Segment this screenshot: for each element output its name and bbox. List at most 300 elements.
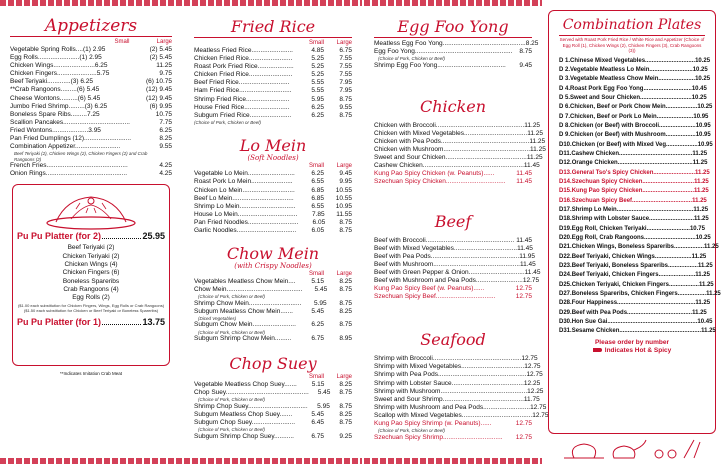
- price: 12.75: [521, 355, 538, 363]
- menu-item: [0, 46, 182, 54]
- price: 11.25: [694, 188, 709, 195]
- menu-item: [364, 411, 549, 420]
- menu-item: [364, 237, 542, 245]
- menu-item: [364, 371, 542, 379]
- chicken-title: Chicken: [419, 96, 487, 116]
- price-large: (12) 9.45: [145, 94, 172, 102]
- price-large: 8.75: [339, 402, 352, 410]
- price-header: Small Large: [308, 163, 352, 170]
- combination-item: [549, 290, 721, 299]
- item-name: Beef Fried Rice............................: [194, 79, 290, 87]
- price-large: 8.25: [339, 278, 352, 286]
- item-name: Chicken Wings, Boneless Spareribs..................: [571, 244, 705, 251]
- item-name: Vegetable Meatless Chop Suey.......: [194, 381, 297, 389]
- item-code: D31.: [559, 328, 572, 335]
- price-large: (6) 10.75: [145, 78, 172, 86]
- item-name: Beef with Mixed Vegetables...................................: [374, 244, 518, 252]
- item-code: D17.: [559, 207, 572, 213]
- price-small: 5.45: [311, 307, 324, 315]
- combination-item: [549, 225, 715, 234]
- price: 12.75: [530, 403, 547, 411]
- item-name: Egg Roll, Chicken Teriyaki..........................: [571, 225, 690, 232]
- item-code: D22.: [559, 253, 572, 260]
- price-small: 6.25: [311, 111, 324, 119]
- menu-item: [364, 48, 542, 56]
- price: 11.25: [697, 263, 713, 270]
- item-code: D 3.: [559, 76, 571, 83]
- menu-item: [364, 285, 542, 293]
- lo-mein-subtitle: (Soft Noodles): [247, 154, 299, 163]
- menu-item: [364, 269, 542, 277]
- price-large: 7.55: [339, 71, 352, 79]
- menu-item: [184, 335, 362, 343]
- divider: [10, 36, 172, 37]
- lo-mein-list: [184, 170, 362, 235]
- item-name: Jumbo Fried Shrimp.........(3) 6.25: [10, 102, 108, 110]
- item-name: Cheese Wontons..........(6) 5.45: [10, 94, 101, 102]
- price-header: Small Large: [114, 39, 172, 45]
- menu-item: [184, 403, 362, 411]
- item-name: Sweet and Sour Chicken.............................................: [374, 154, 527, 162]
- price: 11.75: [523, 395, 540, 403]
- combination-item: [549, 234, 715, 243]
- menu-item: [364, 146, 546, 154]
- item-name: General Tso's Spicy Chicken.........................: [571, 169, 696, 176]
- price-small: 5.25: [311, 55, 324, 63]
- price: 11.45: [516, 236, 532, 244]
- price: 10.25: [695, 76, 711, 83]
- combination-item: [549, 122, 715, 131]
- price-header: Small Large: [308, 374, 352, 381]
- price: 11.25: [692, 160, 708, 167]
- combination-item: [549, 66, 715, 75]
- price: 11.45: [516, 178, 532, 186]
- menu-item: [364, 434, 542, 442]
- item-name: Fried Wontons....................3.95: [10, 126, 101, 134]
- menu-item: [364, 388, 542, 396]
- item-name: Boneless Spare Ribs.........7.25: [10, 110, 100, 118]
- item-code: D13.: [559, 169, 572, 176]
- item-name: House Fried Rice.........................: [194, 103, 290, 111]
- menu-item: [184, 300, 362, 308]
- item-name: Beef Teriyaki, Chicken Wings......................: [571, 253, 692, 260]
- item-name: Orange Chicken.............................................: [571, 160, 693, 167]
- item-code: D16.: [559, 197, 572, 204]
- item-name: French Fries.............................................: [10, 162, 128, 170]
- item-name: Sweet and Sour Chicken...............................: [570, 94, 692, 101]
- menu-item: [184, 96, 362, 104]
- menu-item: [184, 79, 362, 87]
- item-name: Szechuan Spicy Beef.................................: [374, 293, 496, 301]
- item-code: D15.: [559, 188, 572, 195]
- item-name: Roast Pork Fried Rice....................: [194, 63, 294, 71]
- menu-item: [364, 380, 542, 388]
- price-large: 9.75: [159, 70, 172, 78]
- decorative-band: [364, 0, 542, 6]
- combination-item: [549, 150, 715, 159]
- item-name: Beef with Pea Pods.......................................: [571, 309, 693, 316]
- price-small: 5.45: [317, 389, 331, 397]
- spicy-legend: Indicates Hot & Spicy: [549, 347, 715, 355]
- combination-item: [549, 262, 715, 271]
- menu-item: [184, 170, 362, 178]
- price-large: 6.75: [339, 47, 352, 54]
- price: 11.25: [695, 300, 711, 307]
- price: 8.25: [525, 40, 539, 47]
- menu-item: [364, 420, 542, 428]
- chow-mein-list: [184, 278, 362, 343]
- price-small: 5.15: [311, 381, 325, 389]
- item-name: Shrimp with Mixed Vegetables...................................: [374, 363, 525, 371]
- combination-item: [549, 94, 715, 103]
- combination-item: [549, 57, 715, 66]
- combination-column: [544, 0, 720, 464]
- egg-foo-yong-title: Egg Foo Yong: [397, 17, 509, 36]
- pupu-item: Egg Rolls (2): [72, 294, 110, 302]
- price-large: 8.75: [339, 419, 352, 427]
- pupu-platter-2: Pu Pu Platter (for 2) 25.95: [17, 231, 165, 242]
- menu-item: [364, 62, 542, 70]
- item-name: Four Happiness...............................................: [571, 300, 696, 307]
- price: 11.25: [692, 197, 707, 204]
- menu-item: [364, 40, 542, 48]
- item-name: Shrimp Fried Rice........................: [194, 95, 290, 103]
- combo-note: Beef Teriyaki (2), Chicken Wings (2), Chicken Fingers (2) and Crab Rangoons (2): [14, 151, 148, 162]
- item-name: Beef with Broccoli.................................................: [374, 236, 515, 244]
- price-large: 10.75: [155, 110, 172, 118]
- menu-item: [184, 321, 362, 329]
- entrees-column: [364, 0, 549, 464]
- menu-item: [184, 55, 362, 63]
- price-large: 8.95: [339, 335, 352, 343]
- price: 11.25: [526, 154, 543, 162]
- decorative-band: [184, 458, 362, 464]
- menu-item: [184, 381, 362, 389]
- menu-item: [364, 162, 542, 170]
- price-small: 6.75: [311, 432, 324, 440]
- menu-item: [184, 433, 362, 441]
- pupu-platter-illustration: [17, 189, 165, 231]
- beef-title: Beef: [434, 211, 472, 231]
- combination-item: [549, 131, 715, 140]
- item-name: Shrimp with Broccoli.................................................: [374, 355, 522, 363]
- menu-item: [364, 154, 542, 162]
- price: 10.95: [693, 113, 709, 120]
- item-code: D 9.: [559, 132, 571, 139]
- menu-item: [184, 211, 362, 219]
- price: 11.25: [524, 121, 541, 129]
- price: 11.25: [694, 178, 709, 185]
- price-large: 8.75: [339, 321, 352, 329]
- price-large: 10.55: [335, 186, 352, 194]
- item-name: Subgum Shrimp Chow Mein.........: [194, 335, 292, 343]
- item-name: Subgum Chow Mein........................: [194, 321, 296, 329]
- menu-item: [184, 87, 362, 95]
- price: 11.25: [698, 281, 714, 288]
- menu-item: [0, 135, 182, 143]
- item-name: Chicken with Mushroom................................................: [374, 146, 531, 154]
- pupu-footnote-2: ($1.50 each substitution for Chicken or Beef Teriyaki or Boneless Spareribs): [23, 308, 159, 314]
- item-name: Pan Fried Dumplings (12)..........................: [10, 135, 132, 143]
- item-name: Subgum Meatless Chop Suey.......: [194, 410, 293, 418]
- item-code: D29.: [559, 309, 572, 316]
- menu-item: [364, 396, 542, 404]
- seafood-title: Seafood: [420, 330, 486, 350]
- item-name: Kung Pao Spicy Chicken...............................: [571, 188, 695, 195]
- item-code: D12.: [559, 160, 572, 167]
- item-code: D19.: [559, 225, 572, 232]
- price-small: 5.25: [311, 71, 324, 79]
- item-name: Chicken Fried Rice........................: [194, 71, 293, 79]
- price-large: 8.75: [339, 111, 352, 119]
- price: 12.75: [524, 363, 541, 371]
- item-note: (Choice of Pork, Chicken or Beef): [198, 427, 266, 433]
- chop-suey-list: [184, 381, 362, 441]
- combination-item: [549, 327, 715, 336]
- pupu-item: Chicken Wings (4): [64, 261, 118, 268]
- item-name: Scallop with Mixed Vegetables.......................................: [374, 411, 533, 419]
- chow-mein-title: Chow Mein: [226, 244, 320, 264]
- price-large: 9.55: [159, 143, 172, 151]
- item-note: (Diced Vegetables): [198, 315, 237, 321]
- price-small: 7.85: [312, 210, 325, 218]
- item-name: Shrimp Lo Mein..............................................: [571, 207, 694, 213]
- item-note: (Choice of Pork, Chicken or Beef): [378, 56, 446, 62]
- fried-rice-list: [184, 47, 362, 120]
- decorative-band: [184, 0, 362, 6]
- price: 12.25: [523, 379, 541, 387]
- pupu-item: Boneless Spareribs: [62, 277, 120, 285]
- combination-item: [549, 197, 715, 206]
- price-small: 5.25: [311, 63, 324, 71]
- item-name: Chicken Lo Mein.............................: [194, 186, 295, 194]
- item-code: D23.: [559, 263, 572, 270]
- price: 11.25: [529, 137, 546, 145]
- price: 12.25: [527, 387, 544, 395]
- price: 10.95: [697, 141, 713, 148]
- item-name: Meatless Fried Rice.......................: [194, 47, 293, 54]
- combination-item: [549, 243, 719, 252]
- item-name: Kung Pao Spicy Shrimp (w. Peanuts)......: [374, 420, 492, 428]
- item-name: Shrimp with Lobster Sauce........................................: [374, 379, 524, 387]
- combination-item: [549, 187, 715, 196]
- item-name: Beef with Mushroom................................................: [374, 260, 520, 268]
- item-code: D 6.: [559, 104, 571, 111]
- item-name: Chicken with Pea Pods.................................................: [374, 137, 530, 145]
- price-large: 8.25: [339, 381, 352, 389]
- price: 11.45: [524, 268, 541, 276]
- menu-item: [0, 111, 182, 119]
- item-name: Sweet and Sour Shrimp.............................................: [374, 395, 524, 403]
- price: 11.25: [694, 216, 709, 223]
- price-small: 6.85: [311, 194, 324, 202]
- combination-list: [549, 57, 721, 337]
- item-name: Combination Appetizer.........................: [10, 143, 121, 151]
- price-header: Small Large: [308, 40, 352, 46]
- item-name: Pan Fried Noodles............................: [194, 218, 299, 226]
- menu-item: [0, 143, 182, 151]
- item-name: Beef with Pea Pods.................................................: [374, 252, 520, 260]
- item-code: D 8.: [559, 122, 571, 129]
- pepper-icon: [593, 348, 602, 352]
- price: 10.25: [691, 94, 707, 101]
- price-small: 6.55: [311, 178, 324, 186]
- beef-list: [364, 237, 542, 302]
- price-large: 8.25: [339, 410, 352, 418]
- item-code: D24.: [559, 272, 572, 279]
- price: 11.95: [519, 252, 536, 260]
- item-name: Beef Lo Mein..................................: [194, 194, 294, 202]
- pupu-platter-1: Pu Pu Platter (for 1) 13.75: [17, 317, 165, 328]
- price: 11.25: [701, 328, 716, 335]
- price-small: 5.45: [314, 286, 328, 294]
- price: 11.25: [706, 291, 721, 298]
- price: 12.75: [515, 285, 532, 293]
- appetizers-list: [0, 46, 182, 151]
- price: 12.75: [515, 293, 532, 301]
- menu-item: [0, 70, 182, 78]
- price-small: 5.55: [311, 79, 324, 87]
- item-name: Scallion Pancakes.....................................: [10, 118, 130, 126]
- price: 12.75: [532, 411, 549, 419]
- price-small: 6.05: [312, 218, 326, 226]
- menu-item: [184, 63, 362, 71]
- combination-item: [549, 75, 715, 84]
- egg-foo-yong-list: [364, 40, 542, 70]
- pupu-items: [17, 244, 165, 302]
- price: 10.25: [695, 57, 711, 64]
- item-name: Cashew Chicken............................................: [571, 150, 693, 157]
- item-name: Chicken with Broccoli.................................................: [374, 121, 525, 129]
- menu-item: [0, 95, 182, 103]
- menu-item: [364, 130, 542, 138]
- divider: [559, 35, 705, 36]
- price: 11.45: [519, 260, 536, 268]
- item-name: Shrimp with Mushroom and Pea Pods..........................: [374, 403, 531, 411]
- decorative-band: [0, 0, 182, 6]
- price-large: 7.95: [339, 87, 352, 95]
- menu-item: [0, 62, 182, 70]
- item-note: (Choice of Pork, Chicken or Beef): [198, 329, 266, 335]
- price-large: (6) 9.95: [149, 102, 172, 110]
- item-name: Onion Rings.............................................: [10, 170, 128, 178]
- combination-item: [549, 299, 715, 308]
- menu-item: [0, 103, 182, 111]
- combination-item: [549, 271, 715, 280]
- item-name: Egg Roll, Crab Rangoons...............................: [571, 235, 696, 242]
- menu-item: [184, 219, 362, 227]
- item-name: Szechuan Spicy Shrimp.................................: [374, 433, 503, 441]
- chicken-list: [364, 121, 546, 187]
- item-name: Szechuan Spicy Chicken...............................: [571, 178, 695, 185]
- item-name: Beef with Mushroom and Pea Pods..........................: [374, 277, 523, 284]
- item-code: D 1.: [559, 57, 571, 64]
- price-small: 6.25: [311, 170, 324, 178]
- item-name: Vegetable Meatless Lo Mein..........................: [570, 66, 693, 73]
- price: 8.75: [519, 48, 532, 56]
- price-small: 6.55: [311, 202, 324, 210]
- item-name: Chicken with Mixed Vegetables...................................: [374, 129, 528, 137]
- item-name: Egg Foo Yong......................................................: [374, 48, 513, 56]
- pupu-platter-box: [12, 184, 170, 366]
- menu-item: [364, 122, 542, 130]
- menu-item: [184, 104, 362, 112]
- item-name: **Crab Rangoons.........(6) 5.45: [10, 86, 100, 94]
- price-large: 9.45: [339, 170, 352, 178]
- menu-item: [184, 112, 362, 120]
- item-name: Beef Teriyaki, Boneless Spareribs..................: [571, 263, 698, 270]
- price-large: 8.75: [339, 227, 352, 234]
- lo-mein-title: Lo Mein: [239, 136, 307, 156]
- price: 11.45: [517, 244, 533, 252]
- price-large: 11.25: [156, 62, 172, 70]
- menu-item: [184, 203, 362, 211]
- item-name: Chinese Mixed Vegetables..............................: [570, 57, 696, 64]
- item-name: Beef Teriyaki.............(3) 6.25: [10, 78, 93, 86]
- item-note: (Choice of Pork, Chicken or Beef): [198, 294, 266, 300]
- price-header: Small Large: [308, 271, 352, 278]
- price-large: 8.25: [339, 307, 352, 315]
- price: 10.75: [689, 225, 705, 232]
- price-large: (12) 9.45: [145, 86, 172, 94]
- price: 12.75: [522, 277, 540, 284]
- price: 11.25: [692, 309, 707, 316]
- pupu-item: Crab Rangoons (4): [63, 285, 119, 293]
- item-code: D11.: [559, 150, 572, 157]
- item-code: D10.: [559, 141, 572, 148]
- price-large: 8.75: [339, 218, 352, 226]
- price: 11.25: [704, 244, 719, 251]
- fried-rice-title: Fried Rice: [230, 17, 316, 36]
- price: 11.25: [530, 146, 546, 154]
- menu-item: [184, 419, 362, 427]
- price: 11.45: [523, 162, 540, 170]
- item-name: Kung Pao Spicy Beef (w. Peanuts)......: [374, 285, 485, 293]
- menu-item: [0, 162, 182, 170]
- menu-item: [184, 278, 362, 286]
- price-small: 6.45: [311, 419, 324, 427]
- price-small: 6.85: [311, 186, 324, 194]
- seafood-list: [364, 355, 549, 441]
- item-name: Chow Mein..........................................: [194, 286, 303, 294]
- menu-item: [184, 308, 362, 316]
- price-large: 9.55: [339, 103, 352, 111]
- menu-item: [364, 245, 542, 253]
- price: 11.25: [693, 207, 709, 213]
- menu-item: [184, 195, 362, 203]
- item-code: D21.: [559, 244, 572, 251]
- item-name: Szechuan Spicy Chicken.................................: [374, 178, 506, 186]
- menu-item: [364, 170, 542, 178]
- price-small: 6.05: [311, 227, 325, 234]
- menu-item: [364, 363, 542, 371]
- menu-item: [184, 286, 362, 294]
- teapot-illustration: [544, 434, 720, 460]
- menu-item: [364, 293, 542, 301]
- price-small: 5.95: [313, 299, 327, 307]
- item-name: Subgum Fried Rice.......................: [194, 111, 292, 119]
- item-code: D 4.: [559, 85, 571, 92]
- price: 12.75: [515, 433, 532, 441]
- combination-plates-box: [548, 10, 721, 434]
- combination-item: [549, 318, 715, 327]
- menu-item: [184, 47, 362, 55]
- menu-item: [364, 178, 542, 186]
- menu-item: [0, 78, 182, 86]
- item-name: Subgum Chop Suey........................: [194, 419, 296, 427]
- item-name: Subgum Meatless Chow Mein.......: [194, 307, 293, 315]
- combination-item: [549, 159, 715, 168]
